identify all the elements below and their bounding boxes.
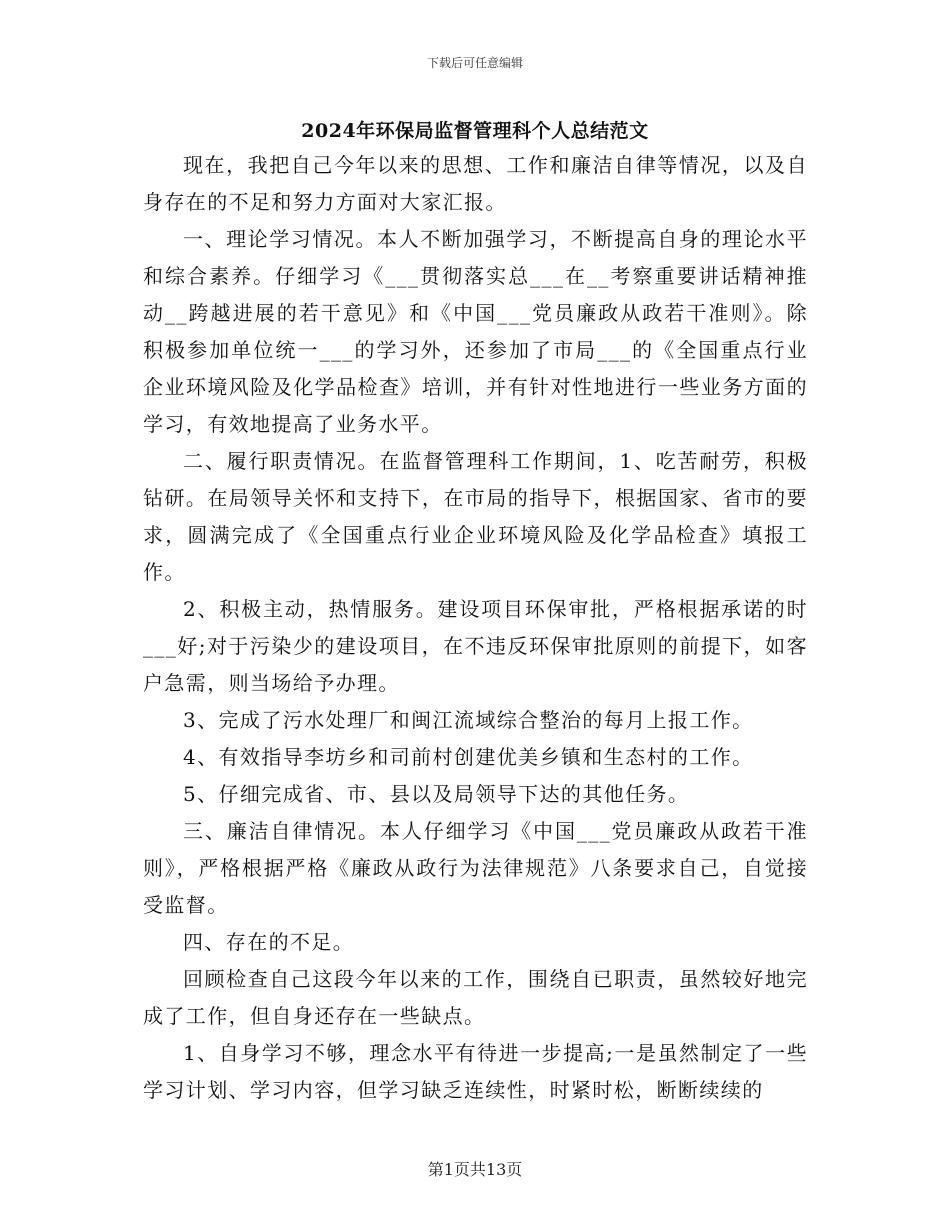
paragraph-duty-3: 3、完成了污水处理厂和闽江流域综合整治的每月上报工作。 [183,708,754,732]
paragraph-duty-2: 2、积极主动，热情服务。建设项目环保审批，严格根据承诺的时___好;对于污染少的建设项目，在不违反环保审批原则的前提下，如客户急需，则当场给予办理。 [143,597,808,695]
page-header-note: 下载后可任意编辑 [426,56,523,70]
paragraph-shortcomings-heading: 四、存在的不足。 [183,930,355,954]
paragraph-shortcoming-1: 1、自身学习不够，理念水平有待进一步提高;一是虽然制定了一些学习计划、学习内容，但学习缺乏连续性，时紧时松，断断续续的 [143,1041,808,1102]
paragraph-intro: 现在，我把自己今年以来的思想、工作和廉洁自律等情况，以及自身存在的不足和努力方面对大家汇报。 [143,153,808,214]
paragraph-review: 回顾检查自己这段今年以来的工作，围绕自已职责，虽然较好地完成了工作，但自身还存在一些缺点。 [143,967,808,1028]
paragraph-integrity: 三、廉洁自律情况。本人仔细学习《中国___党员廉政从政若干准则》，严格根据严格《廉政从政行为法律规范》八条要求自己，自觉接受监督。 [143,819,808,917]
page-number-footer: 第1页共13页 [427,1160,523,1179]
document-title: 2024年环保局监督管理科个人总结范文 [301,120,649,142]
paragraph-duty-4: 4、有效指导李坊乡和司前村创建优美乡镇和生态村的工作。 [183,745,754,769]
paragraph-theory-study: 一、理论学习情况。本人不断加强学习，不断提高自身的理论水平和综合素养。仔细学习《___贯彻落实总___在__考察重要讲话精神推动__跨越进展的若干意见》和《中国___党员廉政从政若干准则》。除积极参加单位统一___的学习外，还参加了市局___的《全国重点行业企业环境风险及化学品检查》培训，并有针对性地进行一些业务方面的学习，有效地提高了业务水平。 [143,227,808,436]
paragraph-duties: 二、履行职责情况。在监督管理科工作期间，1、吃苦耐劳，积极钻研。在局领导关怀和支持下，在市局的指导下，根据国家、省市的要求，圆满完成了《全国重点行业企业环境风险及化学品检查》填报工作。 [143,449,808,584]
paragraph-duty-5: 5、仔细完成省、市、县以及局领导下达的其他任务。 [183,782,690,806]
document-body [143,147,808,1109]
